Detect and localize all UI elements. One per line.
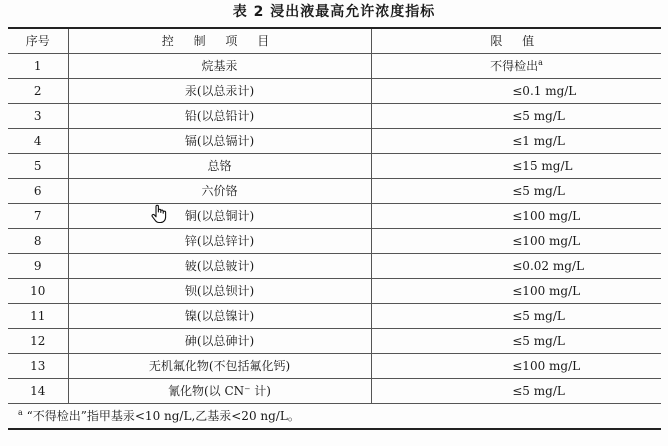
row-limit-text: ≤100 mg/L — [512, 209, 581, 223]
row-limit-value — [512, 334, 632, 348]
row-control-item: 铜(以总铜计) — [68, 204, 371, 229]
row-limit-value — [512, 259, 632, 273]
row-control-item: 六价铬 — [68, 179, 371, 204]
row-control-item: 砷(以总砷计) — [68, 329, 371, 354]
table-row — [8, 79, 661, 104]
row-number: 2 — [8, 79, 68, 104]
row-number: 10 — [8, 279, 68, 304]
row-limit-cell — [371, 329, 661, 354]
row-limit-value — [512, 309, 632, 323]
table-header-row — [8, 28, 661, 54]
row-number: 13 — [8, 354, 68, 379]
row-number: 6 — [8, 179, 68, 204]
row-control-item: 铅(以总铅计) — [68, 104, 371, 129]
row-limit-value — [512, 134, 632, 148]
table-row — [8, 204, 661, 229]
row-limit-cell — [371, 154, 661, 179]
row-limit-value — [512, 234, 632, 248]
row-control-item: 镉(以总镉计) — [68, 129, 371, 154]
row-limit-text: ≤100 mg/L — [512, 234, 581, 248]
row-number: 5 — [8, 154, 68, 179]
row-limit-cell — [371, 204, 661, 229]
row-number: 11 — [8, 304, 68, 329]
row-control-item: 烷基汞 — [68, 54, 371, 79]
row-number: 1 — [8, 54, 68, 79]
row-limit-text: ≤100 mg/L — [512, 359, 581, 373]
row-limit-value — [512, 184, 632, 198]
row-limit-cell — [371, 254, 661, 279]
column-header-no: 序号 — [8, 28, 68, 54]
row-limit-cell — [371, 379, 661, 404]
row-limit-cell — [371, 279, 661, 304]
row-limit-value — [512, 284, 632, 298]
table-row — [8, 179, 661, 204]
row-limit-value — [512, 384, 632, 398]
table-row — [8, 304, 661, 329]
row-limit-value — [372, 59, 662, 73]
limits-table — [8, 27, 661, 430]
row-control-item: 无机氟化物(不包括氟化钙) — [68, 354, 371, 379]
row-limit-text: ≤5 mg/L — [512, 309, 565, 323]
table-row — [8, 354, 661, 379]
row-limit-text: ≤0.02 mg/L — [512, 259, 584, 273]
table-row — [8, 379, 661, 404]
row-limit-value — [512, 109, 632, 123]
row-limit-cell — [371, 79, 661, 104]
row-limit-text: ≤5 mg/L — [512, 384, 565, 398]
row-control-item: 铍(以总铍计) — [68, 254, 371, 279]
row-number: 9 — [8, 254, 68, 279]
row-control-item: 氰化物(以 CN⁻ 计) — [68, 379, 371, 404]
row-limit-cell — [371, 179, 661, 204]
row-limit-text: ≤5 mg/L — [512, 334, 565, 348]
row-limit-text: 不得检出 — [490, 59, 539, 73]
row-control-item: 总铬 — [68, 154, 371, 179]
row-limit-cell — [371, 129, 661, 154]
table-row — [8, 54, 661, 79]
table-row — [8, 129, 661, 154]
row-limit-cell — [371, 354, 661, 379]
row-number: 8 — [8, 229, 68, 254]
row-control-item: 钡(以总钡计) — [68, 279, 371, 304]
table-footnote-row — [8, 404, 661, 430]
row-limit-value — [512, 84, 632, 98]
row-number: 7 — [8, 204, 68, 229]
table-row — [8, 104, 661, 129]
row-limit-value — [512, 359, 632, 373]
row-control-item: 汞(以总汞计) — [68, 79, 371, 104]
table-row — [8, 279, 661, 304]
row-number: 12 — [8, 329, 68, 354]
table-caption: 表 2 浸出液最高允许浓度指标 — [232, 4, 436, 20]
table-row — [8, 154, 661, 179]
row-limit-note: a — [538, 58, 543, 67]
row-number: 3 — [8, 104, 68, 129]
row-limit-value — [512, 159, 632, 173]
table-row — [8, 254, 661, 279]
table-row — [8, 329, 661, 354]
row-limit-text: ≤1 mg/L — [512, 134, 565, 148]
row-number: 4 — [8, 129, 68, 154]
table-footnote — [8, 404, 661, 430]
row-limit-text: ≤100 mg/L — [512, 284, 581, 298]
row-limit-text: ≤15 mg/L — [512, 159, 573, 173]
row-limit-cell — [371, 229, 661, 254]
table-row — [8, 229, 661, 254]
column-header-item: 控 制 项 目 — [68, 28, 371, 54]
row-limit-text: ≤5 mg/L — [512, 184, 565, 198]
row-limit-cell — [371, 54, 661, 79]
row-limit-cell — [371, 304, 661, 329]
row-number: 14 — [8, 379, 68, 404]
row-control-item: 锌(以总锌计) — [68, 229, 371, 254]
row-limit-cell — [371, 104, 661, 129]
column-header-limit: 限 值 — [371, 28, 661, 54]
row-limit-text: ≤0.1 mg/L — [512, 84, 577, 98]
row-control-item: 镍(以总镍计) — [68, 304, 371, 329]
hand-pointer-icon — [150, 204, 168, 224]
row-limit-value — [512, 209, 632, 223]
footnote-text: “不得检出”指甲基汞<10 ng/L,乙基汞<20 ng/L。 — [26, 409, 300, 423]
footnote-marker: a — [18, 408, 23, 417]
row-limit-text: ≤5 mg/L — [512, 109, 565, 123]
